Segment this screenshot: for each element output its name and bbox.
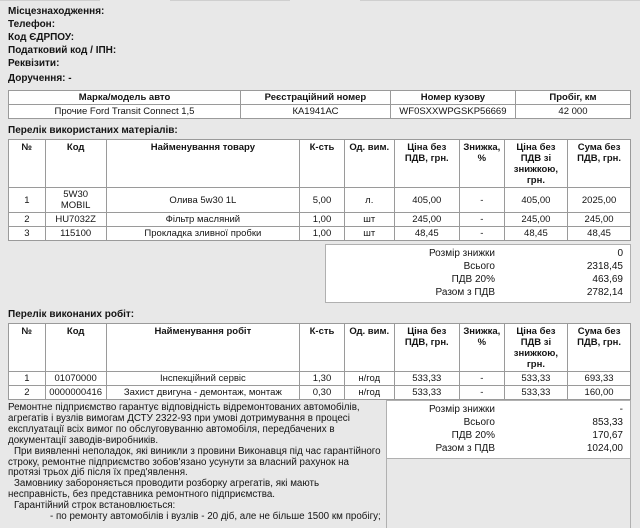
col-discount: Знижка, % [459, 324, 504, 372]
terms-paragraph: Ремонтне підприємство гарантує відповідність відремонтованих автомобілів, агрегатів і вузлів вимогам ДСТУ 2322-93 при умові дотримування в процесі експлуатації всіх вимог по обслуговуванню автомобіля, передбачених в документації заводів-виробників. [8, 402, 360, 446]
summary-label: Всього [463, 261, 495, 272]
cell-unit: шт [344, 213, 394, 227]
cell-item-name: Прокладка зливної пробки [106, 227, 299, 241]
cell-price-discounted: 245,00 [504, 213, 567, 227]
warranty-list-item: - по ремонту автомобілів і вузлів - 20 діб, але не більше 1500 км пробігу; [50, 511, 381, 523]
summary-row-vat [387, 429, 630, 442]
cell-work-name: Захист двигуна - демонтаж, монтаж [106, 386, 299, 400]
vehicle-reg-number: КА1941АС [241, 105, 391, 119]
vehicle-col-model: Марка/модель авто [9, 91, 241, 105]
cell-price-discounted: 405,00 [504, 188, 567, 213]
cutoff-border-middle [170, 0, 290, 1]
cell-unit: н/год [344, 386, 394, 400]
col-item-name: Найменування товару [106, 140, 299, 188]
cell-number: 3 [9, 227, 46, 241]
materials-section-title: Перелік використаних матеріалів: [8, 125, 178, 136]
cell-number: 1 [9, 188, 46, 213]
works-section-title: Перелік виконаних робіт: [8, 309, 135, 320]
cell-price: 405,00 [394, 188, 459, 213]
cell-quantity: 1,00 [300, 213, 345, 227]
summary-value: 1024,00 [586, 443, 623, 454]
cell-code: 0000000416 [45, 386, 106, 400]
cell-price-discounted: 533,33 [504, 386, 567, 400]
summary-label: Всього [463, 417, 495, 428]
summary-row-total [387, 416, 630, 429]
col-sum-no-vat: Сума без ПДВ, грн. [568, 324, 631, 372]
cell-discount: - [459, 386, 504, 400]
cell-discount: - [459, 227, 504, 241]
summary-value: 0 [617, 248, 623, 259]
cell-price: 533,33 [394, 386, 459, 400]
summary-label: Розмір знижки [428, 404, 495, 415]
cell-price-discounted: 533,33 [504, 372, 567, 386]
company-details-block [8, 3, 631, 85]
vehicle-col-body-number: Номер кузову [390, 91, 515, 105]
summary-value: 170,67 [592, 430, 623, 441]
col-quantity: К-сть [300, 140, 345, 188]
cutoff-border-right [360, 0, 640, 1]
summary-label: Разом з ПДВ [435, 287, 495, 298]
cell-work-name: Інспекційний сервіс [106, 372, 299, 386]
col-code: Код [45, 324, 106, 372]
field-tax-code: Податковий код / ІПН: [8, 45, 117, 56]
cell-item-name: Фільтр масляний [106, 213, 299, 227]
col-unit: Од. вим. [344, 324, 394, 372]
cell-code: 115100 [45, 227, 106, 241]
cell-unit: л. [344, 188, 394, 213]
cell-unit: шт [344, 227, 394, 241]
materials-table [8, 139, 631, 241]
col-unit: Од. вим. [344, 140, 394, 188]
vehicle-col-reg-number: Реєстраційний номер [241, 91, 391, 105]
cell-quantity: 1,00 [300, 227, 345, 241]
terms-paragraph: При виявленні неполадок, які виникли з провини Виконавця під час гарантійного строку, ремонтне підприємство зобов'язано усунути за власний рахунок на протязі трьох діб після їх пред'явлення. [8, 445, 381, 479]
col-discount: Знижка, % [459, 140, 504, 188]
col-price-discounted: Ціна без ПДВ зі знижкою, грн. [504, 140, 567, 188]
summary-value: - [619, 404, 623, 415]
summary-row-total [326, 260, 630, 273]
works-table [8, 323, 631, 400]
work-row [9, 386, 631, 400]
vehicle-body-number: WF0SXXWPGSKP56669 [390, 105, 515, 119]
col-number: № [9, 324, 46, 372]
work-row [9, 372, 631, 386]
cell-price: 533,33 [394, 372, 459, 386]
cell-code: HU7032Z [45, 213, 106, 227]
terms-paragraph: Замовнику забороняється проводити розборку агрегатів, які мають несправність, без представника ремонтного підприємства. [8, 478, 320, 501]
field-power-of-attorney: Доручення: - [8, 73, 72, 84]
cell-number: 1 [9, 372, 46, 386]
col-quantity: К-сть [300, 324, 345, 372]
bottom-section [8, 400, 631, 528]
works-summary-box [387, 400, 630, 459]
materials-header-row [9, 140, 631, 188]
cell-sum: 2025,00 [568, 188, 631, 213]
cell-price: 245,00 [394, 213, 459, 227]
vehicle-model: Прочие Ford Transit Connect 1,5 [9, 105, 241, 119]
vehicle-mileage: 42 000 [515, 105, 630, 119]
summary-label: ПДВ 20% [451, 430, 495, 441]
materials-summary-box [325, 244, 631, 303]
col-work-name: Найменування робіт [106, 324, 299, 372]
cell-code: 5W30 MOBIL [45, 188, 106, 213]
summary-value: 853,33 [592, 417, 623, 428]
cell-sum: 245,00 [568, 213, 631, 227]
summary-label: Розмір знижки [428, 248, 495, 259]
material-row [9, 227, 631, 241]
material-row [9, 188, 631, 213]
works-header-row [9, 324, 631, 372]
cell-unit: н/год [344, 372, 394, 386]
summary-row-total-with-vat [326, 286, 630, 299]
cell-discount: - [459, 372, 504, 386]
summary-value: 2782,14 [586, 287, 623, 298]
terms-paragraph: Гарантійний строк встановлюється: [14, 500, 176, 512]
vehicle-col-mileage: Пробіг, км [515, 91, 630, 105]
cell-sum: 48,45 [568, 227, 631, 241]
col-sum-no-vat: Сума без ПДВ, грн. [568, 140, 631, 188]
summary-row-vat [326, 273, 630, 286]
vehicle-row [9, 105, 631, 119]
cell-quantity: 0,30 [300, 386, 345, 400]
vehicle-table [8, 90, 631, 119]
cell-number: 2 [9, 213, 46, 227]
cell-sum: 693,33 [568, 372, 631, 386]
cell-price: 48,45 [394, 227, 459, 241]
summary-row-discount [326, 247, 630, 260]
cell-sum: 160,00 [568, 386, 631, 400]
cell-code: 01070000 [45, 372, 106, 386]
works-summary-column [387, 400, 630, 528]
summary-value: 463,69 [592, 274, 623, 285]
summary-row-discount [387, 403, 630, 416]
field-phone: Телефон: [8, 19, 56, 30]
field-requisites: Реквізити: [8, 58, 60, 69]
col-code: Код [45, 140, 106, 188]
material-row [9, 213, 631, 227]
cell-item-name: Олива 5w30 1L [106, 188, 299, 213]
field-edrpou-code: Код ЄДРПОУ: [8, 32, 75, 43]
summary-label: ПДВ 20% [451, 274, 495, 285]
col-number: № [9, 140, 46, 188]
summary-row-total-with-vat [387, 442, 630, 455]
cell-discount: - [459, 188, 504, 213]
cell-number: 2 [9, 386, 46, 400]
col-price-discounted: Ціна без ПДВ зі знижкою, грн. [504, 324, 567, 372]
summary-value: 2318,45 [586, 261, 623, 272]
field-location: Місцезнаходження: [8, 6, 105, 17]
col-price-no-vat: Ціна без ПДВ, грн. [394, 140, 459, 188]
cell-quantity: 1,30 [300, 372, 345, 386]
col-price-no-vat: Ціна без ПДВ, грн. [394, 324, 459, 372]
vehicle-header-row [9, 91, 631, 105]
cell-price-discounted: 48,45 [504, 227, 567, 241]
cutoff-border-left [0, 0, 100, 1]
warranty-terms-block [8, 400, 387, 528]
cell-discount: - [459, 213, 504, 227]
cell-quantity: 5,00 [300, 188, 345, 213]
summary-label: Разом з ПДВ [435, 443, 495, 454]
